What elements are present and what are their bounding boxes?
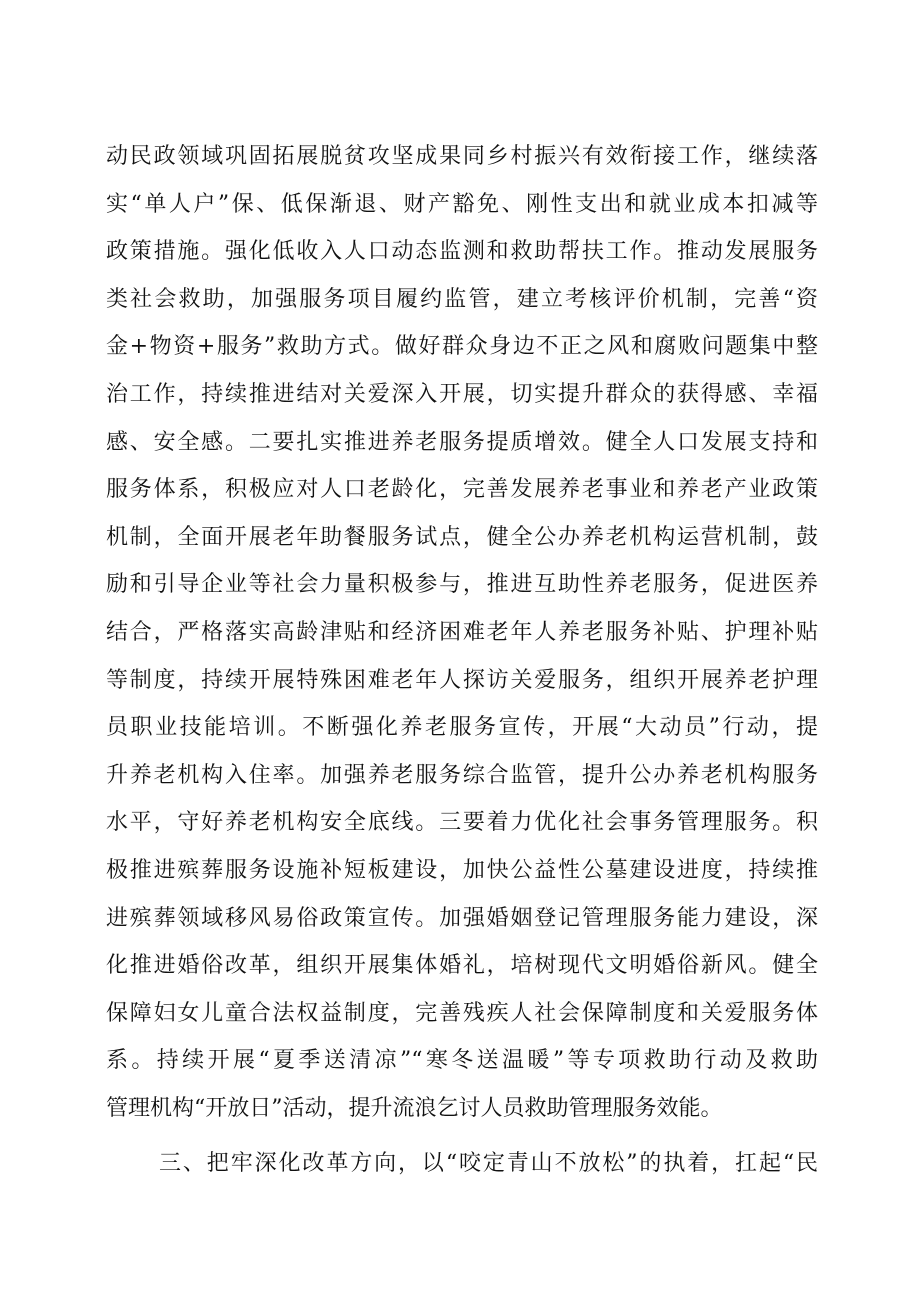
text-line: 服务体系，积极应对人口老龄化，完善发展养老事业和养老产业政策 xyxy=(106,477,818,503)
text-line: 金+物资+服务”救助方式。做好群众身边不正之风和腐败问题集中整 xyxy=(106,334,818,360)
text-line: 水平，守好养老机构安全底线。三要着力优化社会事务管理服务。积 xyxy=(106,810,818,836)
text-line: 类社会救助，加强服务项目履约监管，建立考核评价机制，完善“资 xyxy=(106,286,818,312)
text-line-paragraph-end: 管理机构“开放日”活动，提升流浪乞讨人员救助管理服务效能。 xyxy=(106,1095,723,1121)
text-line: 感、安全感。二要扎实推进养老服务提质增效。健全人口发展支持和 xyxy=(106,429,818,455)
text-line: 励和引导企业等社会力量积极参与，推进互助性养老服务，促进医养 xyxy=(106,572,818,598)
text-line: 升养老机构入住率。加强养老服务综合监管，提升公办养老机构服务 xyxy=(106,762,818,788)
text-line: 动民政领域巩固拓展脱贫攻坚成果同乡村振兴有效衔接工作，继续落 xyxy=(106,144,818,169)
document-body xyxy=(106,133,818,1188)
text-line: 机制，全面开展老年助餐服务试点，健全公办养老机构运营机制，鼓 xyxy=(106,524,818,550)
text-line: 化推进婚俗改革，组织开展集体婚礼，培树现代文明婚俗新风。健全 xyxy=(106,953,818,979)
text-line: 系。持续开展“夏季送清凉”“寒冬送温暖”等专项救助行动及救助 xyxy=(106,1048,818,1074)
text-line: 治工作，持续推进结对关爱深入开展，切实提升群众的获得感、幸福 xyxy=(106,381,818,407)
paragraph-gap xyxy=(106,1132,818,1140)
text-line: 进殡葬领域移风易俗政策宣传。加强婚姻登记管理服务能力建设，深 xyxy=(106,905,818,931)
text-line: 保障妇女儿童合法权益制度，完善残疾人社会保障制度和关爱服务体 xyxy=(106,1000,818,1026)
text-line: 等制度，持续开展特殊困难老年人探访关爱服务，组织开展养老护理 xyxy=(106,667,818,693)
text-line: 结合，严格落实高龄津贴和经济困难老年人养老服务补贴、护理补贴 xyxy=(106,619,818,645)
text-line: 员职业技能培训。不断强化养老服务宣传，开展“大动员”行动，提 xyxy=(106,715,818,741)
text-line: 政策措施。强化低收入人口动态监测和救助帮扶工作。推动发展服务 xyxy=(106,239,818,265)
section-heading-line: 三、把牢深化改革方向，以“咬定青山不放松”的执着，扛起“民 xyxy=(159,1151,818,1177)
text-line: 极推进殡葬服务设施补短板建设，加快公益性公墓建设进度，持续推 xyxy=(106,857,818,883)
text-line: 实“单人户”保、低保渐退、财产豁免、刚性支出和就业成本扣减等 xyxy=(106,191,818,217)
